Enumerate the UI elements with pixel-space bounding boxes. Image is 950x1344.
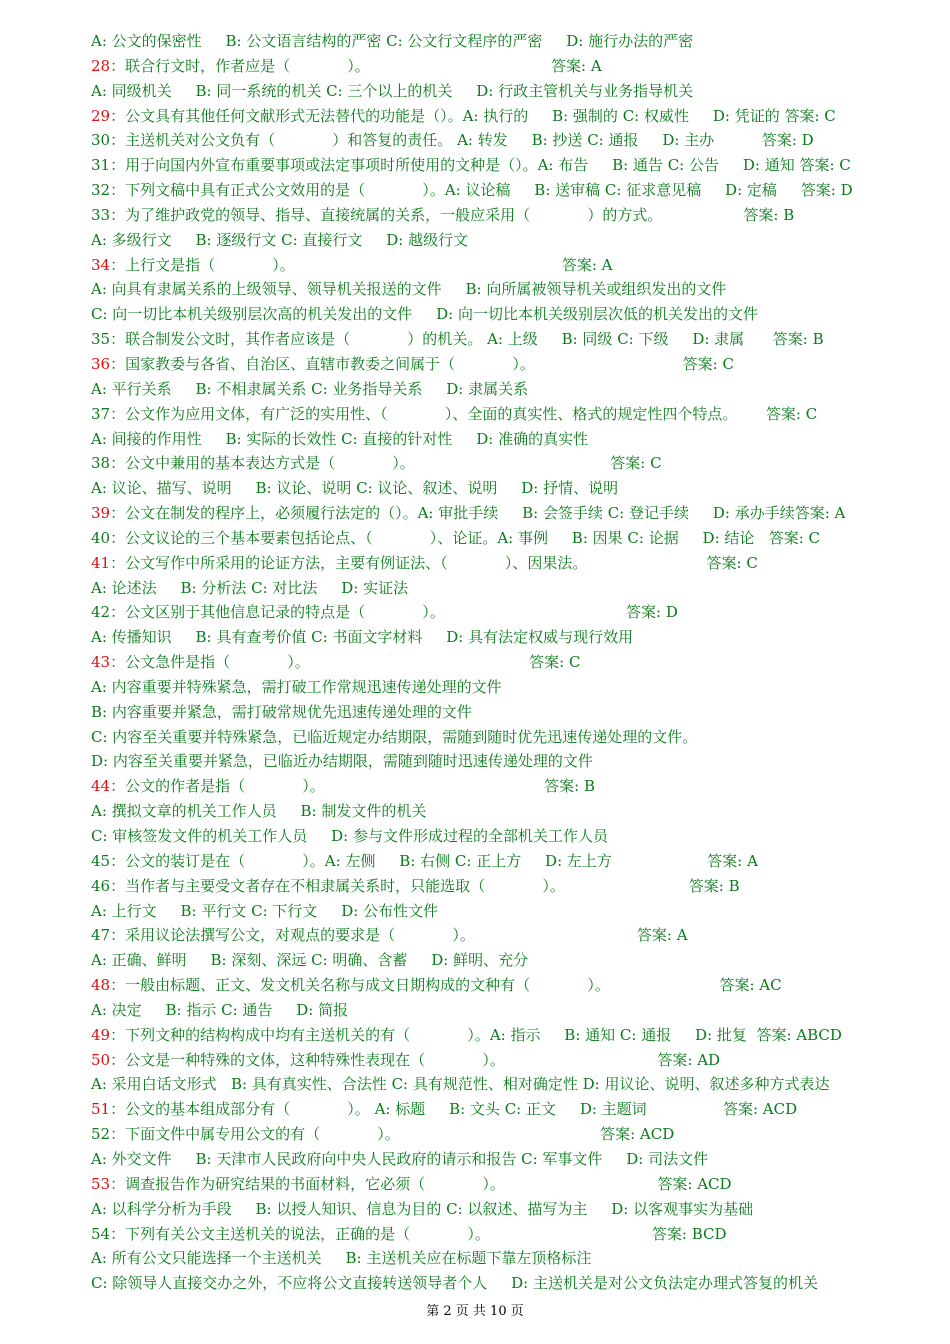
option-line <box>91 824 921 849</box>
question-line <box>91 501 921 526</box>
question-number: 51 <box>91 1100 111 1119</box>
line-text: ：国家教委与各省、自治区、直辖市教委之间属于（ ）。 答案: C <box>110 354 734 373</box>
line-text: A: 同级机关 B: 同一系统的机关 C: 三个以上的机关 D: 行政主管机关与业务指导机关 <box>91 81 694 100</box>
option-line <box>91 899 921 924</box>
line-text: ：用于向国内外宣布重要事项或法定事项时所使用的文种是（）。A: 布告 B: 通告 C: 公告 D: 通知 答案: C <box>110 156 851 175</box>
line-text: ：公文是一种特殊的文体，这种特殊性表现在（ ）。 答案: AD <box>110 1050 721 1069</box>
question-number: 50 <box>91 1050 111 1069</box>
line-text: A: 以科学分析为手段 B: 以授人知识、信息为目的 C: 以叙述、描写为主 D: 以客观事实为基础 <box>91 1199 754 1218</box>
line-text: ：公文的基本组成部分有（ ）。 A: 标题 B: 文头 C: 正文 D: 主题词 答案: ACD <box>110 1100 798 1119</box>
option-line <box>91 1072 921 1097</box>
line-text: ：下列有关公文主送机关的说法，正确的是（ ）。 答案: BCD <box>110 1224 727 1243</box>
question-line <box>91 451 921 476</box>
line-text: A: 间接的作用性 B: 实际的长效性 C: 直接的针对性 D: 准确的真实性 <box>91 429 589 448</box>
question-line <box>91 178 921 203</box>
line-text: A: 传播知识 B: 具有查考价值 C: 书面文字材料 D: 具有法定权威与现行效用 <box>91 628 634 647</box>
option-line <box>91 675 921 700</box>
question-line <box>91 352 921 377</box>
question-number: 54 <box>91 1224 111 1243</box>
option-line <box>91 476 921 501</box>
line-text: A: 向具有隶属关系的上级领导、领导机关报送的文件 B: 向所属被领导机关或组织发出的文件 <box>91 280 727 299</box>
question-number: 37 <box>91 404 111 423</box>
option-line <box>91 228 921 253</box>
line-text: ：上行文是指（ ）。 答案: A <box>110 255 613 274</box>
question-line <box>91 849 921 874</box>
question-number: 42 <box>91 603 111 622</box>
line-text: ：调查报告作为研究结果的书面材料，它必须（ ）。 答案: ACD <box>110 1174 732 1193</box>
line-text: ：下面文件中属专用公文的有（ ）。 答案: ACD <box>110 1125 675 1144</box>
line-text: C: 审核签发文件的机关工作人员 D: 参与文件形成过程的全部机关工作人员 <box>91 827 608 845</box>
question-line <box>91 1222 921 1247</box>
option-line <box>91 377 921 402</box>
option-line <box>91 998 921 1023</box>
question-line <box>91 526 921 551</box>
line-text: A: 多级行文 B: 逐级行文 C: 直接行文 D: 越级行文 <box>91 230 469 249</box>
line-text: A: 平行关系 B: 不相隶属关系 C: 业务指导关系 D: 隶属关系 <box>91 379 529 398</box>
question-number: 43 <box>91 653 111 672</box>
question-line <box>91 104 921 129</box>
question-number: 41 <box>91 553 111 572</box>
question-number: 45 <box>91 851 111 870</box>
question-line <box>91 973 921 998</box>
option-line <box>91 427 921 452</box>
line-text: ：采用议论法撰写公文，对观点的要求是（ ）。 答案: A <box>110 926 688 945</box>
question-line <box>91 1172 921 1197</box>
question-number: 53 <box>91 1174 111 1193</box>
option-line <box>91 1246 921 1271</box>
question-number: 52 <box>91 1125 111 1144</box>
option-line <box>91 948 921 973</box>
option-line <box>91 576 921 601</box>
line-text: ：下列文种的结构构成中均有主送机关的有（ ）。A: 指示 B: 通知 C: 通报 D: 批复 答案: ABCD <box>110 1025 842 1044</box>
page-footer: 第 2 页 共 10 页 <box>426 1304 524 1319</box>
line-text: A: 论述法 B: 分析法 C: 对比法 D: 实证法 <box>91 578 409 597</box>
question-number: 36 <box>91 354 111 373</box>
question-number: 32 <box>91 181 111 200</box>
line-text: ：公文区别于其他信息记录的特点是（ ）。 答案: D <box>110 603 678 622</box>
question-number: 49 <box>91 1025 111 1044</box>
line-text: ：公文急件是指（ ）。 答案: C <box>110 653 581 672</box>
question-line <box>91 650 921 675</box>
line-text: A: 议论、描写、说明 B: 议论、说明 C: 议论、叙述、说明 D: 抒情、说明 <box>91 479 619 498</box>
option-line <box>91 625 921 650</box>
line-text: B: 内容重要并紧急，需打破常规优先迅速传递处理的文件 <box>91 702 472 721</box>
option-line <box>91 277 921 302</box>
question-line <box>91 1122 921 1147</box>
line-text: ：主送机关对公文负有（ ）和答复的责任。 A: 转发 B: 抄送 C: 通报 D: 主办 答案: D <box>110 131 814 150</box>
question-line <box>91 1097 921 1122</box>
option-line <box>91 79 921 104</box>
question-number: 38 <box>91 454 111 473</box>
line-text: ：下列文稿中具有正式公文效用的是（ ）。A: 议论稿 B: 送审稿 C: 征求意见稿 D: 定稿 答案: D <box>110 181 853 200</box>
line-text: ：公文在制发的程序上，必须履行法定的（）。A: 审批手续 B: 会签手续 C: 登记手续 D: 承办手续答案: A <box>110 504 846 523</box>
line-text: A: 外交文件 B: 天津市人民政府向中央人民政府的请示和报告 C: 军事文件 D: 司法文件 <box>91 1149 709 1168</box>
document-body <box>91 29 921 1296</box>
line-text: ：一般由标题、正文、发文机关名称与成文日期构成的文种有（ ）。 答案: AC <box>110 976 782 995</box>
line-text: D: 内容至关重要并紧急，已临近办结期限，需随到随时迅速传递处理的文件 <box>91 752 593 771</box>
question-line <box>91 253 921 278</box>
option-line <box>91 799 921 824</box>
question-line <box>91 203 921 228</box>
line-text: ：公文中兼用的基本表达方式是（ ）。 答案: C <box>110 454 662 473</box>
question-line <box>91 551 921 576</box>
question-line <box>91 1023 921 1048</box>
option-line <box>91 1197 921 1222</box>
question-number: 44 <box>91 777 111 796</box>
option-line <box>91 1147 921 1172</box>
question-number: 33 <box>91 205 111 224</box>
option-line <box>91 302 921 327</box>
line-text: A: 所有公文只能选择一个主送机关 B: 主送机关应在标题下靠左顶格标注 <box>91 1249 592 1268</box>
line-text: ：为了维护政党的领导、指导、直接统属的关系，一般应采用（ ）的方式。 答案: B <box>110 205 795 224</box>
line-text: ：联合行文时，作者应是（ ）。 答案: A <box>110 56 602 75</box>
option-line <box>91 29 921 54</box>
question-number: 46 <box>91 876 111 895</box>
question-line <box>91 923 921 948</box>
line-text: ：公文作为应用文体，有广泛的实用性、（ ）、全面的真实性、格式的规定性四个特点。 答案: C <box>110 404 818 423</box>
line-text: ：公文具有其他任何文献形式无法替代的功能是（）。A: 执行的 B: 强制的 C: 权威性 D: 凭证的 答案: C <box>110 106 836 125</box>
question-line <box>91 54 921 79</box>
line-text: ：公文议论的三个基本要素包括论点、（ ）、论证。A: 事例 B: 因果 C: 论据 D: 结论 答案: C <box>110 528 821 547</box>
question-line <box>91 774 921 799</box>
option-line <box>91 700 921 725</box>
question-number: 48 <box>91 976 111 995</box>
option-line <box>91 725 921 750</box>
line-text: ：联合制发公文时，其作者应该是（ ）的机关。 A: 上级 B: 同级 C: 下级 D: 隶属 答案: B <box>110 330 824 349</box>
question-line <box>91 402 921 427</box>
line-text: ：公文的作者是指（ ）。 答案: B <box>110 777 595 796</box>
question-number: 47 <box>91 926 111 945</box>
line-text: A: 决定 B: 指示 C: 通告 D: 简报 <box>91 1000 349 1019</box>
question-number: 39 <box>91 504 111 523</box>
question-number: 28 <box>91 56 111 75</box>
line-text: ：公文写作中所采用的论证方法，主要有例证法、（ ）、因果法。 答案: C <box>110 553 758 572</box>
question-line <box>91 153 921 178</box>
question-line <box>91 600 921 625</box>
question-line <box>91 874 921 899</box>
question-line <box>91 128 921 153</box>
line-text: A: 正确、鲜明 B: 深刻、深远 C: 明确、含蓄 D: 鲜明、充分 <box>91 951 529 970</box>
question-number: 29 <box>91 106 111 125</box>
line-text: A: 采用白话文形式 B: 具有真实性、合法性 C: 具有规范性、相对确定性 D: 用议论、说明、叙述多种方式表达 <box>91 1075 830 1094</box>
line-text: A: 上行文 B: 平行文 C: 下行文 D: 公布性文件 <box>91 901 439 920</box>
option-line <box>91 1271 921 1296</box>
line-text: ：公文的装订是在（ ）。A: 左侧 B: 右侧 C: 正上方 D: 左上方 答案: A <box>110 851 758 870</box>
question-number: 30 <box>91 131 111 150</box>
question-number: 31 <box>91 156 111 175</box>
line-text: ：当作者与主要受文者存在不相隶属关系时，只能选取（ ）。 答案: B <box>110 876 740 895</box>
question-line <box>91 327 921 352</box>
question-line <box>91 1048 921 1073</box>
line-text: A: 内容重要并特殊紧急，需打破工作常规迅速传递处理的文件 <box>91 677 502 696</box>
line-text: A: 公文的保密性 B: 公文语言结构的严密 C: 公文行文程序的严密 D: 施行办法的严密 <box>91 32 694 50</box>
line-text: A: 撰拟文章的机关工作人员 B: 制发文件的机关 <box>91 802 427 821</box>
question-number: 40 <box>91 528 111 547</box>
option-line <box>91 749 921 774</box>
line-text: C: 向一切比本机关级别层次高的机关发出的文件 D: 向一切比本机关级别层次低的机关发出的文件 <box>91 305 758 324</box>
question-number: 35 <box>91 330 111 349</box>
question-number: 34 <box>91 255 111 274</box>
line-text: C: 内容至关重要并特殊紧急，已临近规定办结期限，需随到随时优先迅速传递处理的文件。 <box>91 727 698 746</box>
line-text: C: 除领导人直接交办之外，不应将公文直接转送领导者个人 D: 主送机关是对公文负法定办理式答复的机关 <box>91 1274 818 1293</box>
